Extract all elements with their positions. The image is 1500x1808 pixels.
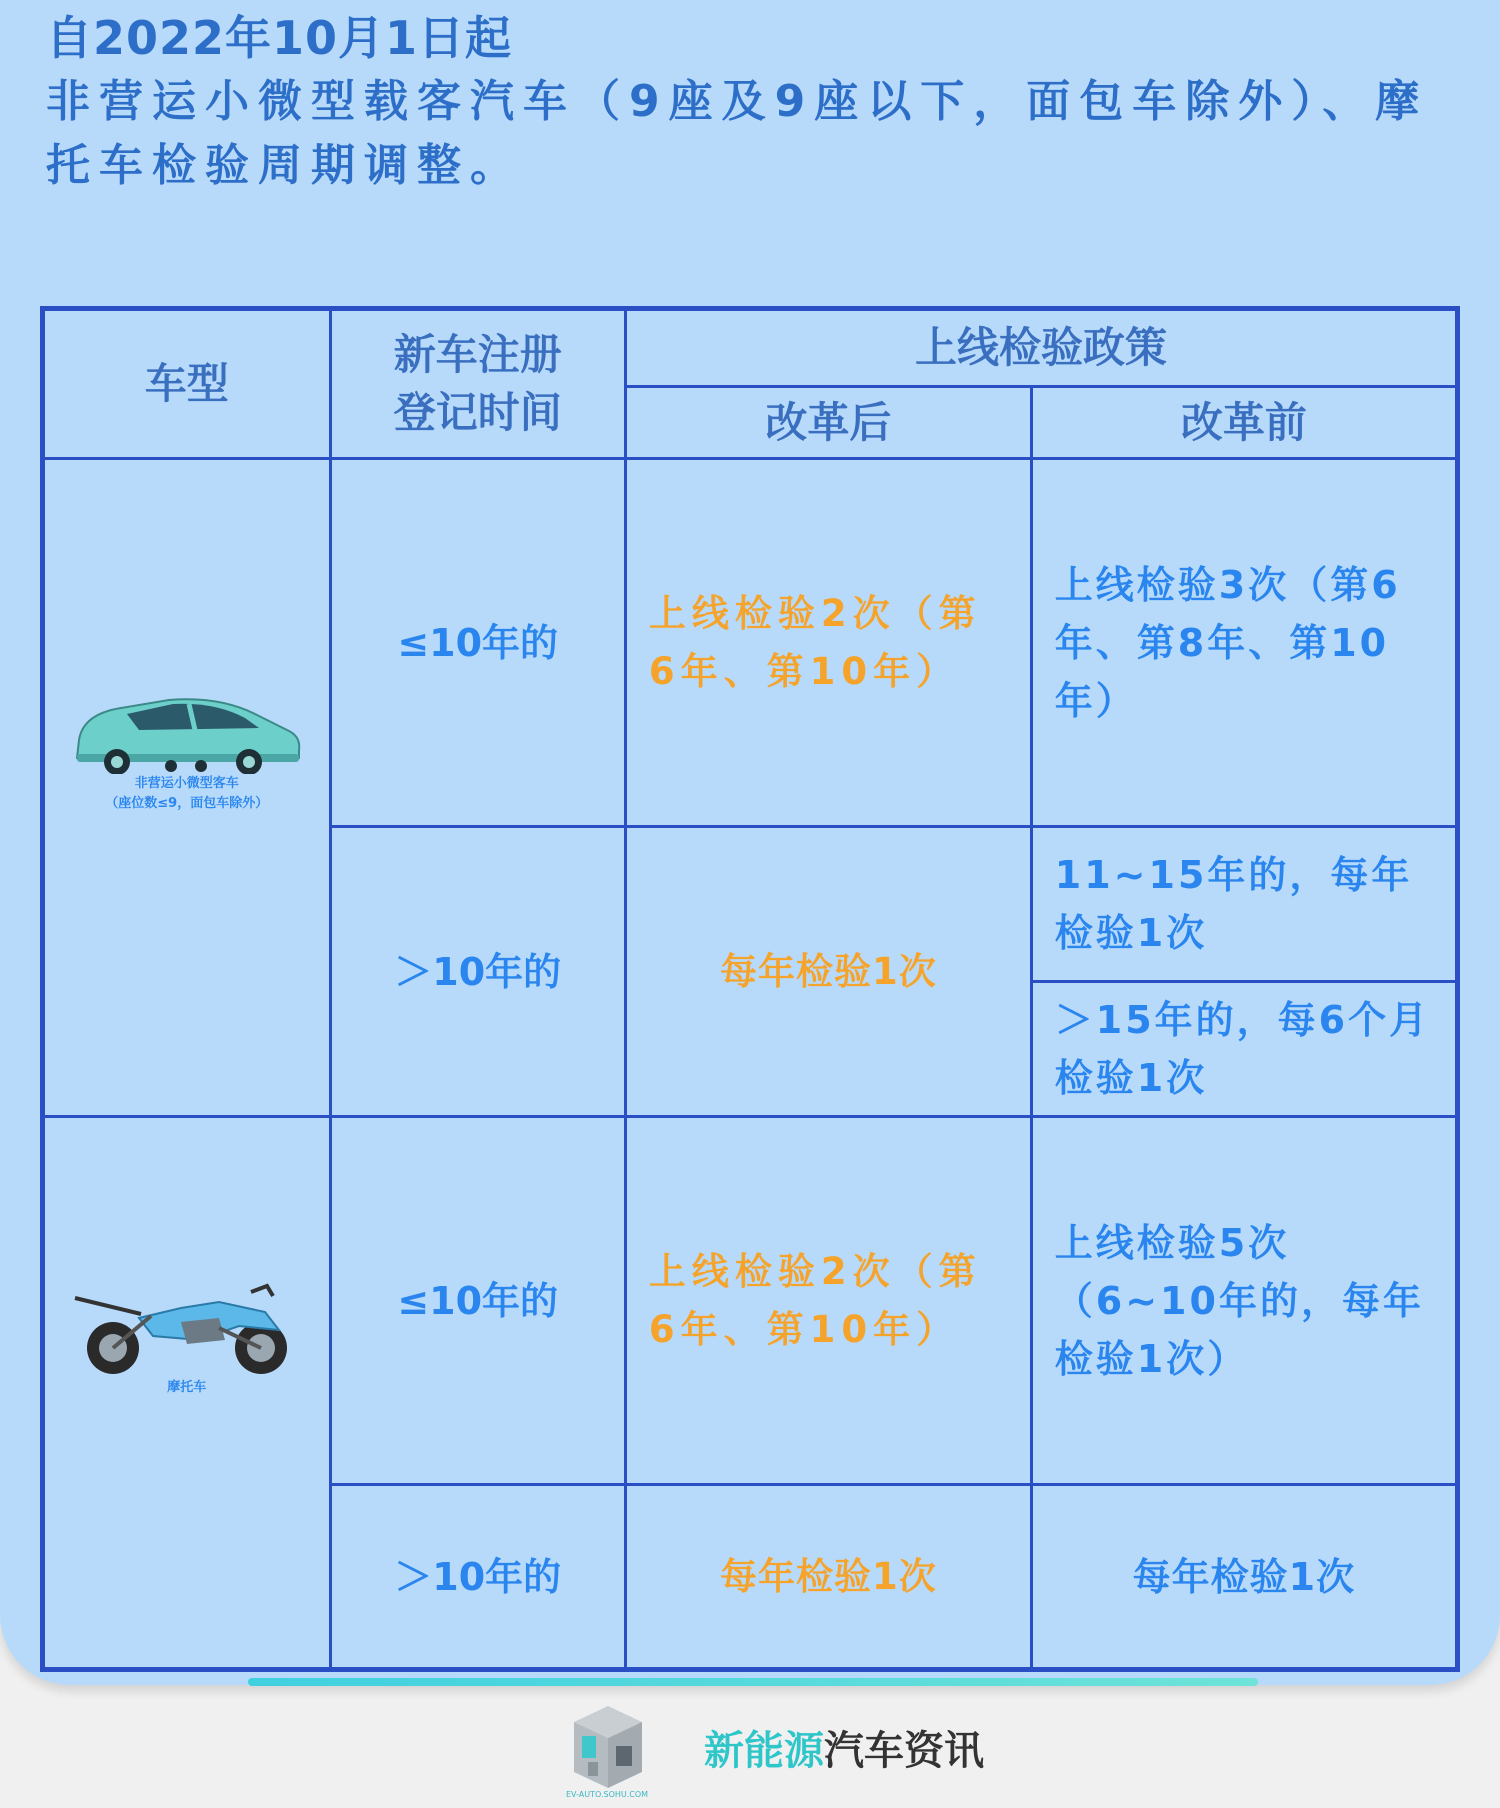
header-vehicle-type-label: 车型	[144, 359, 229, 408]
car-after-le10	[625, 459, 1031, 827]
footer	[0, 1700, 1500, 1808]
moto-after-gt10-label: 每年检验1次	[719, 1554, 937, 1598]
moto-after-le10-label: 上线检验2次（第6年、第10年）	[648, 1249, 982, 1351]
table-row	[43, 459, 1458, 827]
car-reg-le10-label: ≤10年的	[397, 620, 559, 665]
moto-before-le10-label: 上线检验5次（6~10年的，每年检验1次）	[1054, 1220, 1424, 1381]
header-registration-time	[330, 309, 625, 459]
moto-reg-gt10	[330, 1485, 625, 1670]
car-reg-le10	[330, 459, 625, 827]
moto-after-le10	[625, 1117, 1031, 1485]
car-caption-line2: （座位数≤9，面包车除外）	[105, 795, 269, 811]
moto-reg-le10	[330, 1117, 625, 1485]
logo-subtext: EV-AUTO.SOHU.COM	[566, 1790, 649, 1799]
policy-table-wrap	[40, 306, 1460, 1685]
header-registration-line2: 登记时间	[393, 388, 562, 437]
brand-name	[704, 1726, 984, 1776]
header-before-reform-label: 改革前	[1180, 397, 1307, 447]
brand-name-dark: 汽车资讯	[824, 1728, 984, 1774]
brand-name-green: 新能源	[704, 1728, 824, 1774]
car-before-le10-label: 上线检验3次（第6年、第8年、第10年）	[1054, 562, 1401, 723]
car-reg-gt10	[330, 827, 625, 1117]
moto-before-le10	[1031, 1117, 1457, 1485]
policy-table	[40, 306, 1460, 1672]
moto-before-gt10-label: 每年检验1次	[1132, 1554, 1356, 1599]
moto-after-gt10	[625, 1485, 1031, 1670]
heading	[46, 6, 1466, 198]
header-inspection-policy	[625, 309, 1457, 387]
car-before-le10	[1031, 459, 1457, 827]
bottom-accent-bar	[248, 1678, 1258, 1686]
ev-auto-cube-logo-icon	[570, 1702, 646, 1798]
car-before-gt15	[1031, 982, 1457, 1117]
moto-before-gt10	[1031, 1485, 1457, 1670]
car-after-gt10	[625, 827, 1031, 1117]
vehicle-cell-car	[43, 459, 331, 1117]
header-after-reform	[625, 387, 1031, 459]
header-after-reform-label: 改革后	[765, 397, 892, 447]
heading-date: 自2022年10月1日起	[46, 11, 513, 65]
car-after-gt10-label: 每年检验1次	[719, 949, 937, 993]
header-before-reform	[1031, 387, 1457, 459]
car-before-11-15-label: 11~15年的，每年检验1次	[1054, 853, 1413, 955]
heading-description: 非营运小微型载客汽车（9座及9座以下，面包车除外）、摩托车检验周期调整。	[46, 76, 1429, 191]
motorcycle-caption: 摩托车	[167, 1379, 207, 1395]
moto-reg-gt10-label: ＞10年的	[394, 1554, 562, 1599]
header-registration-line1: 新车注册	[393, 330, 562, 379]
car-before-gt15-label: ＞15年的，每6个月检验1次	[1054, 998, 1431, 1100]
car-reg-gt10-label: ＞10年的	[394, 949, 562, 994]
table-row	[43, 1117, 1458, 1485]
header-vehicle-type	[43, 309, 331, 459]
car-caption-line1: 非营运小微型客车	[134, 775, 239, 791]
vehicle-cell-motorcycle	[43, 1117, 331, 1670]
car-after-le10-label: 上线检验2次（第6年、第10年）	[648, 591, 982, 693]
motorcycle-icon	[69, 1278, 305, 1378]
moto-reg-le10-label: ≤10年的	[397, 1278, 559, 1323]
car-before-11-15	[1031, 827, 1457, 982]
header-inspection-policy-label: 上线检验政策	[914, 323, 1167, 372]
car-icon	[69, 692, 305, 774]
